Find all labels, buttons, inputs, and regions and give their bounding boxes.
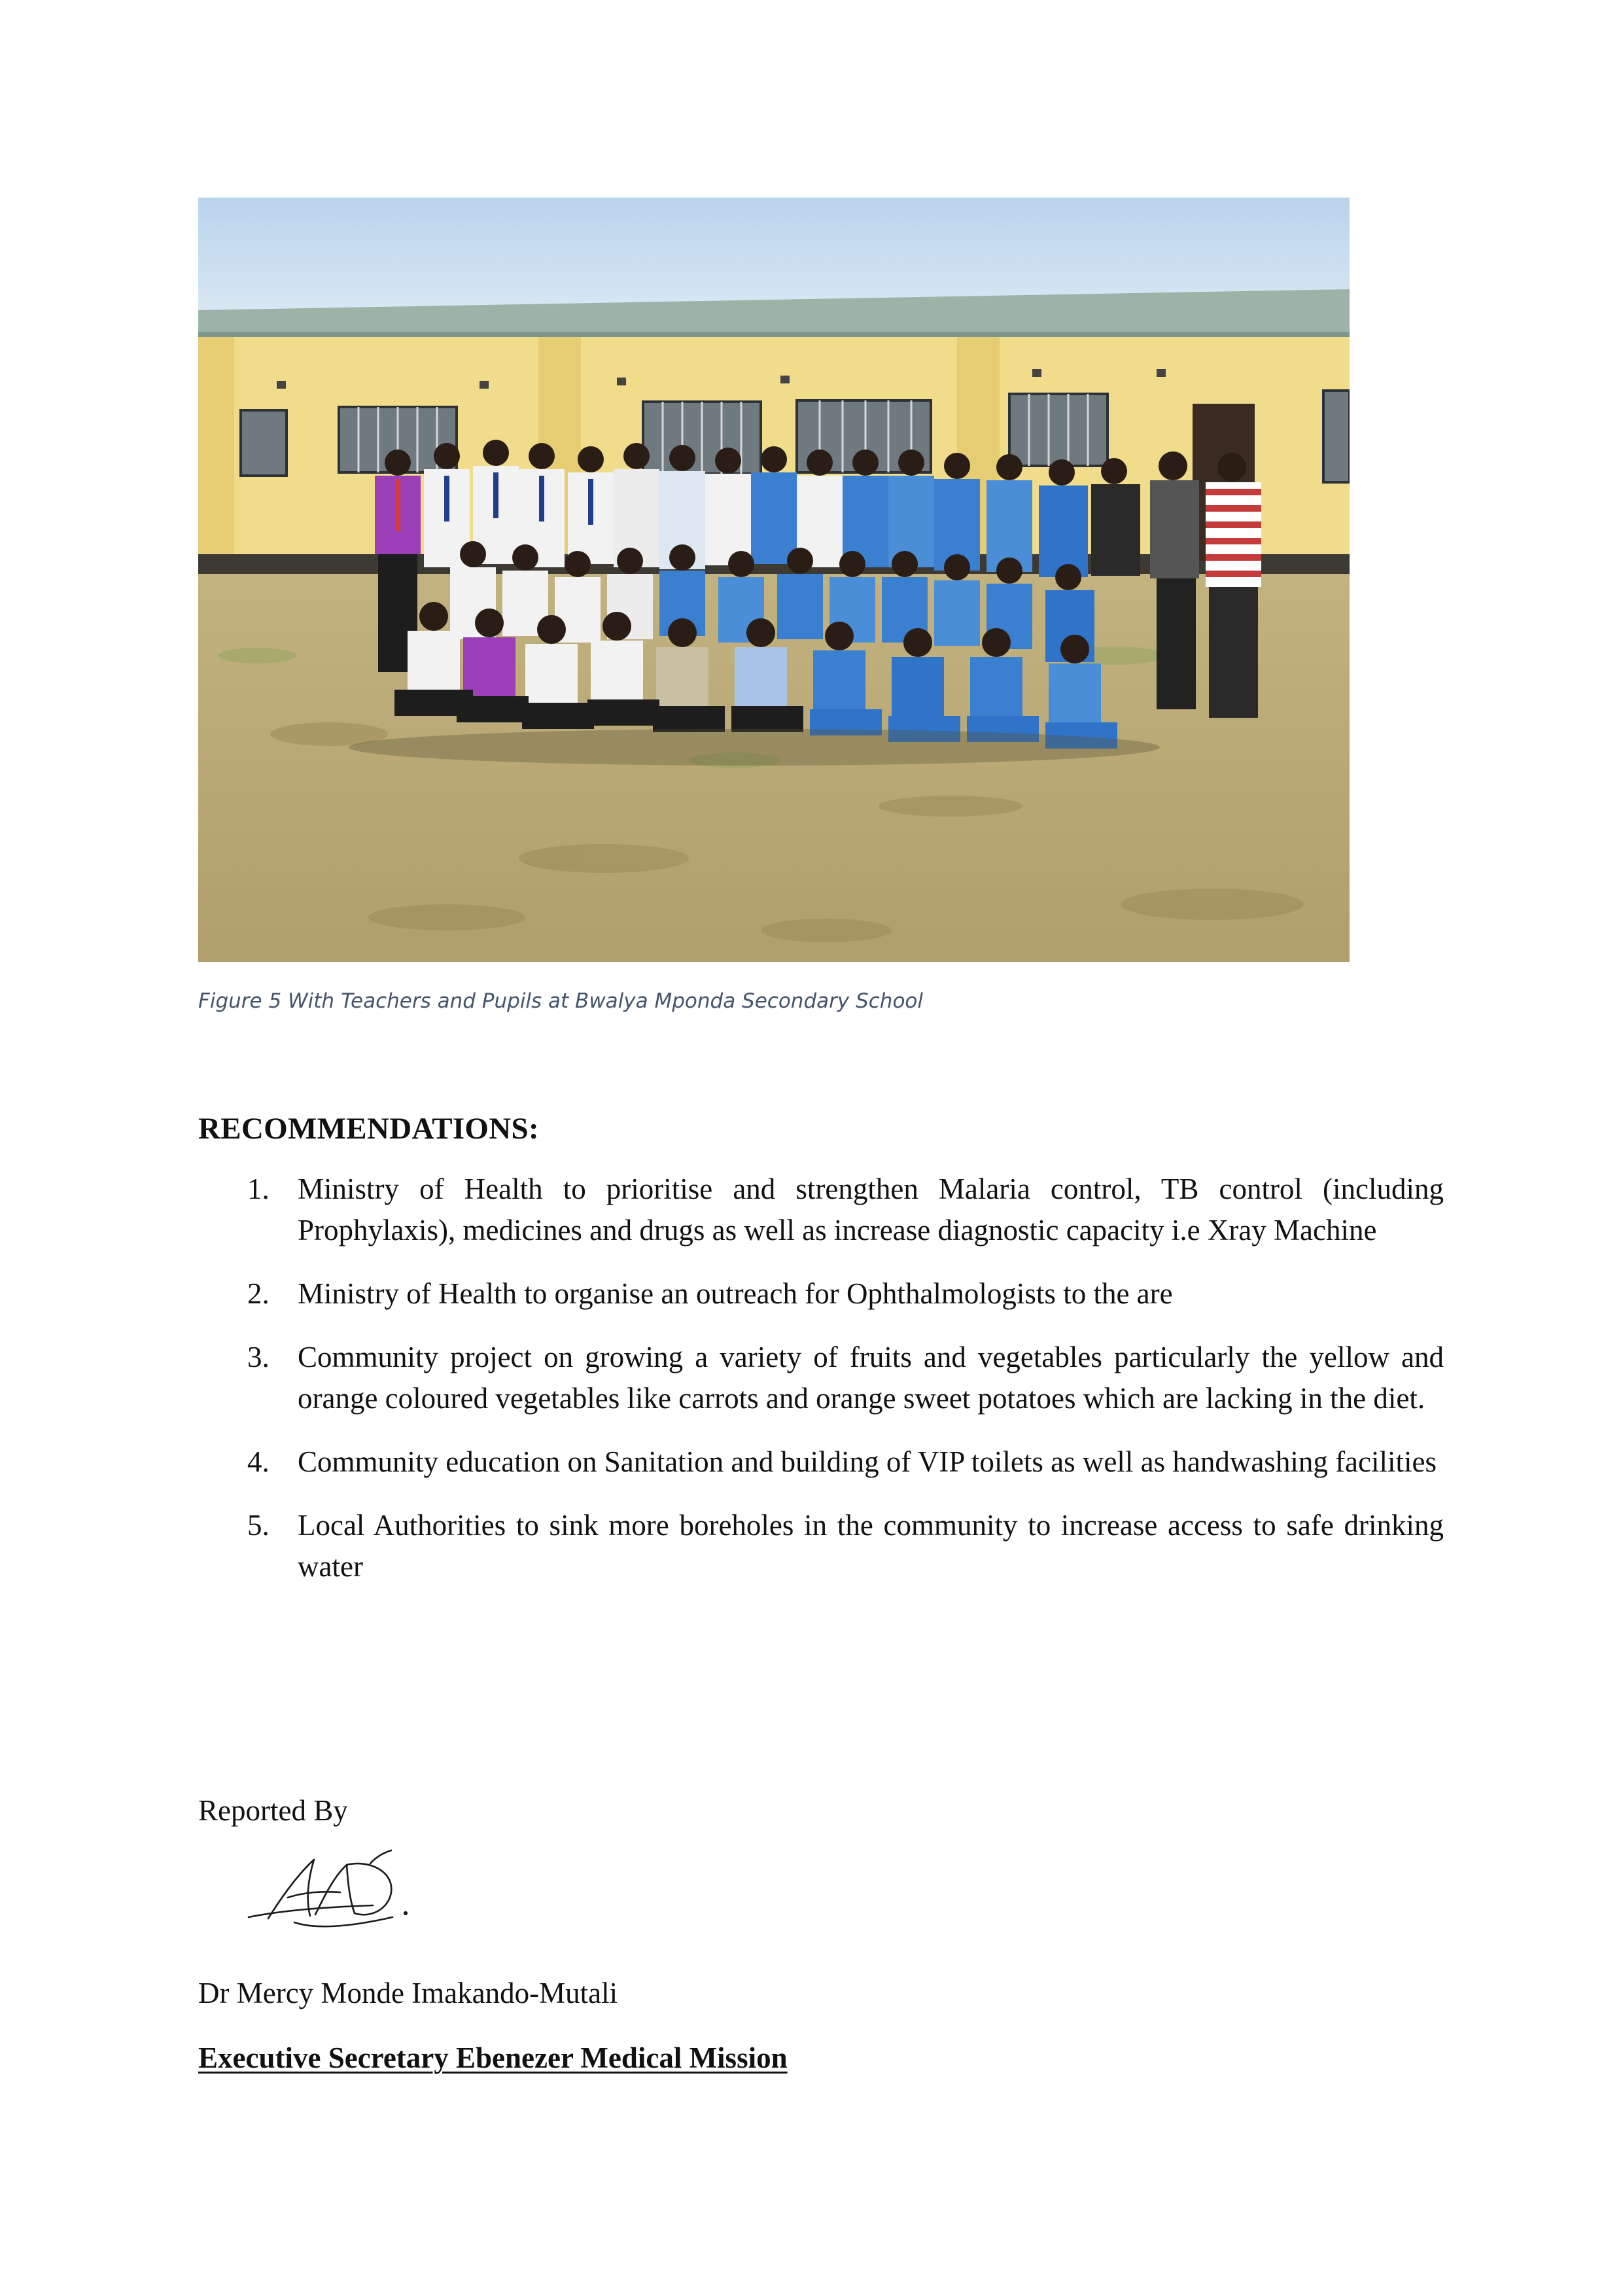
recommendation-number: 4. (247, 1445, 270, 1478)
recommendations-heading: RECOMMENDATIONS: (198, 1112, 539, 1146)
recommendation-text: Community project on growing a variety of fruits and vegetables particularly the yellow and orange coloured vegetables like carrots and orange sweet potatoes which are lacking in the diet. (298, 1341, 1444, 1415)
figure-caption: Figure 5 With Teachers and Pupils at Bwalya Mponda Secondary School (198, 989, 923, 1013)
recommendation-number: 2. (247, 1277, 270, 1310)
group-photo (198, 198, 1350, 962)
group-photo-illustration (198, 198, 1350, 962)
recommendation-number: 1. (247, 1173, 270, 1205)
recommendation-number: 3. (247, 1341, 270, 1373)
signer-name: Dr Mercy Monde Imakando-Mutali (198, 1977, 618, 2009)
recommendation-item (198, 1337, 1444, 1419)
recommendation-number: 5. (247, 1509, 270, 1542)
recommendation-item (198, 1273, 1444, 1315)
recommendation-item (198, 1169, 1444, 1251)
reported-by-label: Reported By (198, 1794, 348, 1827)
recommendation-text: Ministry of Health to prioritise and strengthen Malaria control, TB control (including Prophylaxis), medicines and drugs as well as increase diagnostic capacity i.e Xray Machine (298, 1173, 1444, 1246)
recommendation-item (198, 1505, 1444, 1587)
signer-title: Executive Secretary Ebenezer Medical Mission (198, 2041, 788, 2074)
recommendations-list (198, 1169, 1444, 1610)
recommendation-item (198, 1441, 1444, 1483)
recommendation-text: Local Authorities to sink more boreholes in the community to increase access to safe drinking water (298, 1509, 1444, 1583)
recommendation-text: Community education on Sanitation and building of VIP toilets as well as handwashing facilities (298, 1445, 1437, 1478)
handwritten-signature (242, 1845, 419, 1937)
recommendation-text: Ministry of Health to organise an outreach for Ophthalmologists to the are (298, 1277, 1173, 1310)
